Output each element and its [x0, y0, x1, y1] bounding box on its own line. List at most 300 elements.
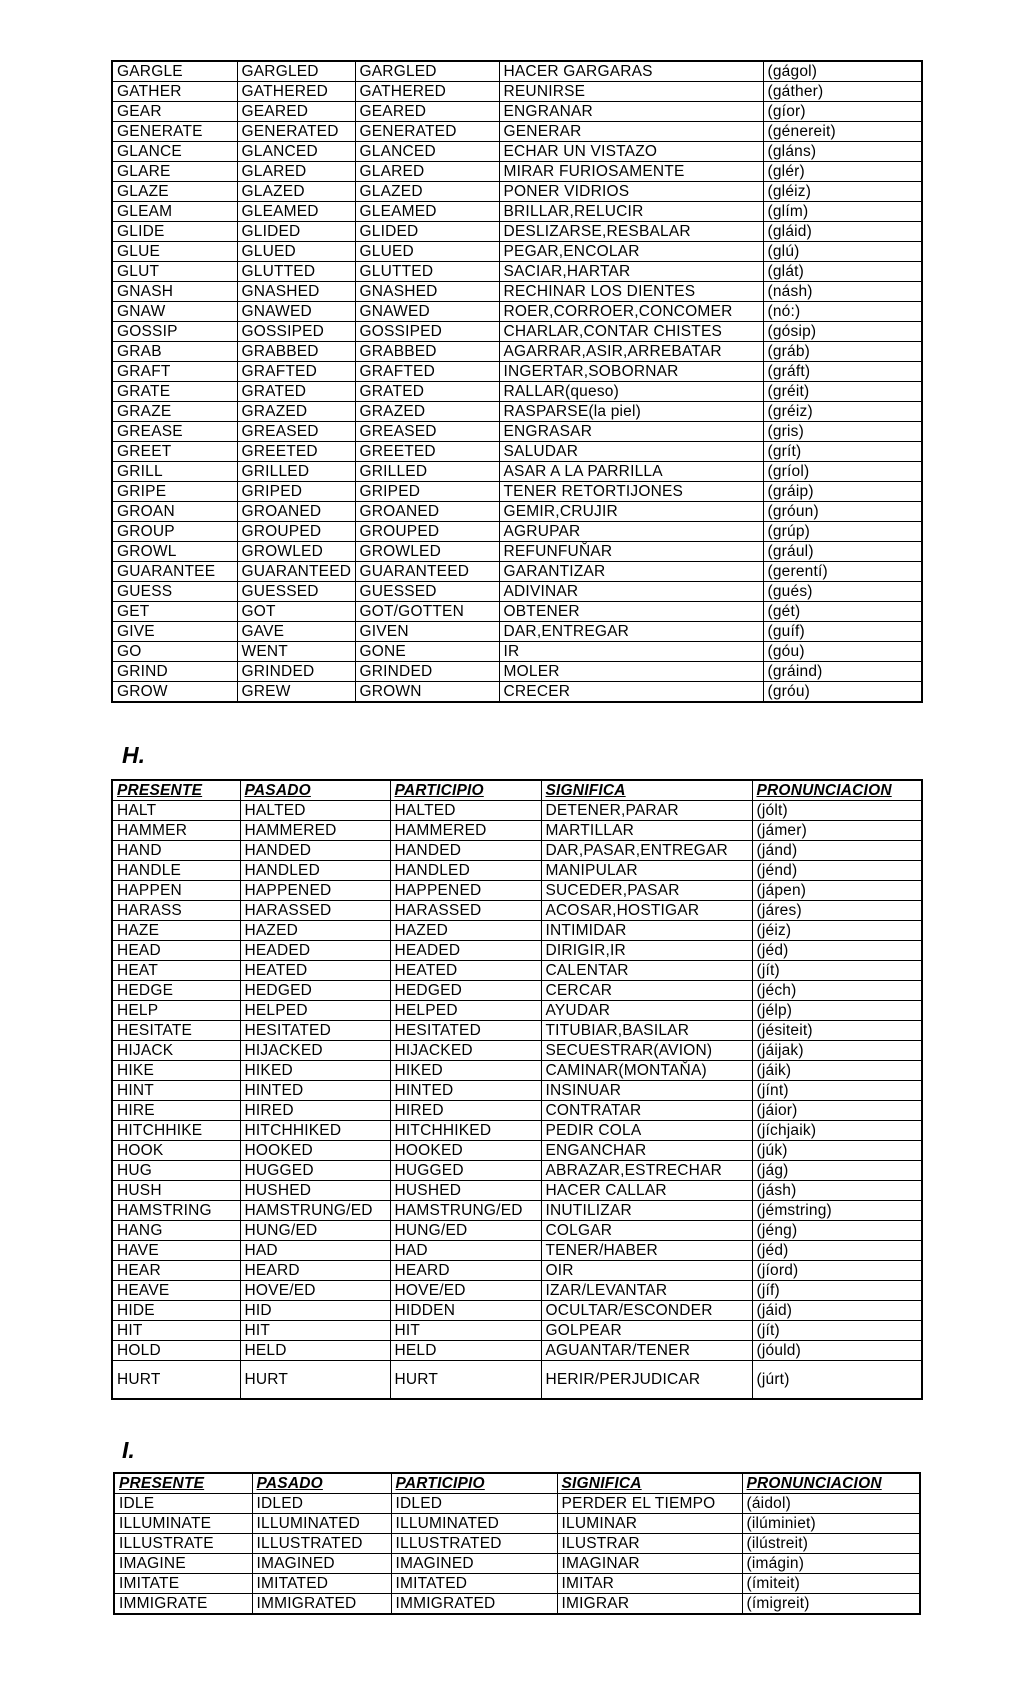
cell-pronunciacion: (gués)	[763, 582, 922, 602]
cell-pasado: GRIPED	[237, 482, 355, 502]
cell-pronunciacion: (gráip)	[763, 482, 922, 502]
cell-participio: HANDLED	[390, 861, 541, 881]
cell-pasado: ILLUSTRATED	[252, 1534, 391, 1554]
cell-pronunciacion: (gróun)	[763, 502, 922, 522]
cell-pronunciacion: (násh)	[763, 282, 922, 302]
cell-pasado: HOOKED	[240, 1141, 390, 1161]
table-row	[112, 502, 922, 522]
cell-participio: GONE	[355, 642, 499, 662]
cell-participio: GNAWED	[355, 302, 499, 322]
cell-presente: IDLE	[114, 1494, 252, 1514]
cell-presente: IMAGINE	[114, 1554, 252, 1574]
cell-presente: HIT	[112, 1321, 240, 1341]
cell-participio: GLEAMED	[355, 202, 499, 222]
cell-participio: GIVEN	[355, 622, 499, 642]
cell-participio: GROUPED	[355, 522, 499, 542]
cell-pronunciacion: (grít)	[763, 442, 922, 462]
cell-presente: HURT	[112, 1361, 240, 1400]
cell-participio: GATHERED	[355, 82, 499, 102]
cell-participio: GRIPED	[355, 482, 499, 502]
table-row	[112, 1241, 922, 1261]
table-row	[112, 82, 922, 102]
cell-pasado: HANDLED	[240, 861, 390, 881]
cell-participio: GLUTTED	[355, 262, 499, 282]
cell-participio: GENERATED	[355, 122, 499, 142]
cell-pasado: HAZED	[240, 921, 390, 941]
cell-significa: SALUDAR	[499, 442, 763, 462]
table-row	[114, 1554, 920, 1574]
cell-pronunciacion: (jít)	[752, 1321, 922, 1341]
cell-pasado: GAVE	[237, 622, 355, 642]
cell-pasado: GREASED	[237, 422, 355, 442]
cell-presente: GNAW	[112, 302, 237, 322]
cell-participio: GREASED	[355, 422, 499, 442]
cell-pronunciacion: (jásh)	[752, 1181, 922, 1201]
cell-participio: HEARD	[390, 1261, 541, 1281]
table-row	[114, 1534, 920, 1554]
cell-participio: HAZED	[390, 921, 541, 941]
cell-significa: AGUANTAR/TENER	[541, 1341, 752, 1361]
cell-significa: COLGAR	[541, 1221, 752, 1241]
cell-significa: MARTILLAR	[541, 821, 752, 841]
cell-pronunciacion: (jólt)	[752, 801, 922, 821]
cell-presente: GROW	[112, 682, 237, 703]
cell-pasado: WENT	[237, 642, 355, 662]
cell-participio: HURT	[390, 1361, 541, 1400]
cell-pronunciacion: (grúp)	[763, 522, 922, 542]
cell-participio: GLAZED	[355, 182, 499, 202]
cell-pronunciacion: (jéng)	[752, 1221, 922, 1241]
cell-pasado: HEADED	[240, 941, 390, 961]
table-row	[112, 1001, 922, 1021]
table-row	[112, 202, 922, 222]
cell-presente: GRIPE	[112, 482, 237, 502]
cell-pasado: GNASHED	[237, 282, 355, 302]
cell-significa: RALLAR(queso)	[499, 382, 763, 402]
cell-participio: HARASSED	[390, 901, 541, 921]
cell-participio: IDLED	[391, 1494, 557, 1514]
table-row	[112, 1041, 922, 1061]
cell-pasado: GLEAMED	[237, 202, 355, 222]
cell-participio: HIJACKED	[390, 1041, 541, 1061]
cell-pronunciacion: (ímigreit)	[742, 1594, 920, 1615]
cell-pronunciacion: (jésiteit)	[752, 1021, 922, 1041]
cell-pasado: HANDED	[240, 841, 390, 861]
cell-participio: HUSHED	[390, 1181, 541, 1201]
cell-significa: INTIMIDAR	[541, 921, 752, 941]
cell-presente: GREASE	[112, 422, 237, 442]
cell-pasado: HEARD	[240, 1261, 390, 1281]
cell-participio: HOVE/ED	[390, 1281, 541, 1301]
cell-participio: GREETED	[355, 442, 499, 462]
verb-table-g-body	[112, 61, 922, 702]
cell-pasado: HIT	[240, 1321, 390, 1341]
cell-significa: HERIR/PERJUDICAR	[541, 1361, 752, 1400]
cell-pasado: HUGGED	[240, 1161, 390, 1181]
cell-significa: HACER GARGARAS	[499, 61, 763, 82]
cell-presente: HALT	[112, 801, 240, 821]
cell-significa: GEMIR,CRUJIR	[499, 502, 763, 522]
cell-presente: GATHER	[112, 82, 237, 102]
cell-pasado: GOT	[237, 602, 355, 622]
cell-pronunciacion: (gíor)	[763, 102, 922, 122]
cell-participio: HEADED	[390, 941, 541, 961]
cell-presente: HIKE	[112, 1061, 240, 1081]
cell-significa: TENER RETORTIJONES	[499, 482, 763, 502]
cell-pronunciacion: (jémstring)	[752, 1201, 922, 1221]
cell-participio: HELD	[390, 1341, 541, 1361]
cell-presente: GROWL	[112, 542, 237, 562]
cell-participio: GARGLED	[355, 61, 499, 82]
cell-pronunciacion: (jág)	[752, 1161, 922, 1181]
cell-presente: GUESS	[112, 582, 237, 602]
cell-pronunciacion: (glú)	[763, 242, 922, 262]
cell-pasado: GROUPED	[237, 522, 355, 542]
table-row	[112, 821, 922, 841]
cell-participio: GLANCED	[355, 142, 499, 162]
cell-participio: HIKED	[390, 1061, 541, 1081]
cell-pasado: GROANED	[237, 502, 355, 522]
table-row	[112, 122, 922, 142]
cell-significa: OCULTAR/ESCONDER	[541, 1301, 752, 1321]
cell-pasado: GLIDED	[237, 222, 355, 242]
cell-participio: ILLUMINATED	[391, 1514, 557, 1534]
cell-presente: HAZE	[112, 921, 240, 941]
cell-presente: HESITATE	[112, 1021, 240, 1041]
table-row	[112, 622, 922, 642]
cell-presente: GREET	[112, 442, 237, 462]
cell-pasado: GATHERED	[237, 82, 355, 102]
column-header-pronunciacion: PRONUNCIACION	[752, 780, 922, 801]
table-row	[112, 1181, 922, 1201]
cell-participio: IMITATED	[391, 1574, 557, 1594]
column-header-pronunciacion: PRONUNCIACION	[742, 1473, 920, 1494]
cell-pronunciacion: (jápen)	[752, 881, 922, 901]
cell-significa: ENGANCHAR	[541, 1141, 752, 1161]
cell-presente: GLEAM	[112, 202, 237, 222]
table-row	[114, 1594, 920, 1615]
table-row	[112, 562, 922, 582]
cell-pasado: HID	[240, 1301, 390, 1321]
cell-pronunciacion: (gráind)	[763, 662, 922, 682]
table-row	[112, 222, 922, 242]
cell-pronunciacion: (jéiz)	[752, 921, 922, 941]
column-header-presente: PRESENTE	[112, 780, 240, 801]
cell-significa: ILUMINAR	[557, 1514, 742, 1534]
cell-presente: GRAB	[112, 342, 237, 362]
cell-presente: HINT	[112, 1081, 240, 1101]
cell-significa: CERCAR	[541, 981, 752, 1001]
cell-participio: GRAFTED	[355, 362, 499, 382]
cell-significa: INUTILIZAR	[541, 1201, 752, 1221]
table-row	[112, 142, 922, 162]
cell-participio: HOOKED	[390, 1141, 541, 1161]
cell-significa: RECHINAR LOS DIENTES	[499, 282, 763, 302]
cell-pronunciacion: (imágin)	[742, 1554, 920, 1574]
cell-pasado: HEDGED	[240, 981, 390, 1001]
cell-pasado: HAMMERED	[240, 821, 390, 841]
cell-significa: GOLPEAR	[541, 1321, 752, 1341]
cell-presente: GLUE	[112, 242, 237, 262]
cell-pronunciacion: (jéd)	[752, 941, 922, 961]
cell-presente: HEDGE	[112, 981, 240, 1001]
cell-pronunciacion: (génereit)	[763, 122, 922, 142]
cell-pasado: GREW	[237, 682, 355, 703]
table-row	[112, 642, 922, 662]
table-row	[112, 1261, 922, 1281]
table-row	[112, 302, 922, 322]
cell-significa: IMAGINAR	[557, 1554, 742, 1574]
cell-pronunciacion: (jánd)	[752, 841, 922, 861]
table-row	[112, 1201, 922, 1221]
cell-significa: DAR,PASAR,ENTREGAR	[541, 841, 752, 861]
cell-participio: HAMSTRUNG/ED	[390, 1201, 541, 1221]
cell-pasado: HUNG/ED	[240, 1221, 390, 1241]
cell-pasado: HELD	[240, 1341, 390, 1361]
cell-pronunciacion: (grául)	[763, 542, 922, 562]
cell-significa: IR	[499, 642, 763, 662]
table-row	[112, 921, 922, 941]
cell-significa: IMIGRAR	[557, 1594, 742, 1615]
table-row	[112, 61, 922, 82]
table-row	[112, 322, 922, 342]
cell-pasado: GARGLED	[237, 61, 355, 82]
cell-significa: BRILLAR,RELUCIR	[499, 202, 763, 222]
cell-participio: HESITATED	[390, 1021, 541, 1041]
cell-pasado: GNAWED	[237, 302, 355, 322]
cell-significa: DESLIZARSE,RESBALAR	[499, 222, 763, 242]
cell-participio: GROANED	[355, 502, 499, 522]
cell-pronunciacion: (ímiteit)	[742, 1574, 920, 1594]
cell-significa: CALENTAR	[541, 961, 752, 981]
cell-presente: HUG	[112, 1161, 240, 1181]
verb-table-h-body	[112, 801, 922, 1400]
cell-pasado: GUESSED	[237, 582, 355, 602]
cell-significa: SACIAR,HARTAR	[499, 262, 763, 282]
cell-pronunciacion: (jóuld)	[752, 1341, 922, 1361]
cell-presente: GLANCE	[112, 142, 237, 162]
cell-participio: HANDED	[390, 841, 541, 861]
cell-presente: HANDLE	[112, 861, 240, 881]
cell-pasado: GLARED	[237, 162, 355, 182]
cell-significa: AYUDAR	[541, 1001, 752, 1021]
section-heading-i: I.	[122, 1437, 135, 1463]
column-header-pasado: PASADO	[240, 780, 390, 801]
cell-significa: TITUBIAR,BASILAR	[541, 1021, 752, 1041]
cell-presente: GRAZE	[112, 402, 237, 422]
cell-pronunciacion: (jíord)	[752, 1261, 922, 1281]
cell-significa: PEDIR COLA	[541, 1121, 752, 1141]
cell-presente: ILLUSTRATE	[114, 1534, 252, 1554]
cell-presente: HEAT	[112, 961, 240, 981]
cell-significa: DAR,ENTREGAR	[499, 622, 763, 642]
cell-participio: HUGGED	[390, 1161, 541, 1181]
cell-pasado: HOVE/ED	[240, 1281, 390, 1301]
table-row	[112, 542, 922, 562]
cell-pronunciacion: (jélp)	[752, 1001, 922, 1021]
table-row	[112, 841, 922, 861]
cell-pasado: HELPED	[240, 1001, 390, 1021]
cell-significa: DETENER,PARAR	[541, 801, 752, 821]
cell-presente: HOOK	[112, 1141, 240, 1161]
cell-significa: ADIVINAR	[499, 582, 763, 602]
cell-significa: REFUNFUŇAR	[499, 542, 763, 562]
cell-presente: GLIDE	[112, 222, 237, 242]
cell-presente: GROUP	[112, 522, 237, 542]
table-row	[112, 1161, 922, 1181]
cell-pasado: GLUTTED	[237, 262, 355, 282]
cell-pronunciacion: (jéch)	[752, 981, 922, 1001]
column-header-significa: SIGNIFICA	[541, 780, 752, 801]
table-row	[112, 901, 922, 921]
cell-significa: OIR	[541, 1261, 752, 1281]
cell-pasado: GENERATED	[237, 122, 355, 142]
cell-participio: HINTED	[390, 1081, 541, 1101]
table-row	[112, 482, 922, 502]
table-row	[112, 1141, 922, 1161]
cell-pasado: HARASSED	[240, 901, 390, 921]
table-row	[112, 602, 922, 622]
cell-significa: INSINUAR	[541, 1081, 752, 1101]
cell-pasado: GLUED	[237, 242, 355, 262]
table-row	[112, 1361, 922, 1400]
cell-presente: GNASH	[112, 282, 237, 302]
cell-pasado: HITCHHIKED	[240, 1121, 390, 1141]
cell-pronunciacion: (jáior)	[752, 1101, 922, 1121]
cell-participio: HALTED	[390, 801, 541, 821]
verb-table-i	[113, 1472, 921, 1615]
cell-participio: HUNG/ED	[390, 1221, 541, 1241]
cell-pronunciacion: (nó:)	[763, 302, 922, 322]
cell-participio: GUESSED	[355, 582, 499, 602]
cell-presente: HUSH	[112, 1181, 240, 1201]
table-row	[112, 881, 922, 901]
cell-presente: HAND	[112, 841, 240, 861]
cell-pronunciacion: (glát)	[763, 262, 922, 282]
cell-significa: ENGRASAR	[499, 422, 763, 442]
cell-participio: HIDDEN	[390, 1301, 541, 1321]
table-row	[112, 522, 922, 542]
cell-pasado: GRABBED	[237, 342, 355, 362]
cell-presente: HIRE	[112, 1101, 240, 1121]
cell-pasado: HIJACKED	[240, 1041, 390, 1061]
cell-pasado: IMAGINED	[252, 1554, 391, 1574]
cell-significa: ASAR A LA PARRILLA	[499, 462, 763, 482]
cell-presente: HIJACK	[112, 1041, 240, 1061]
cell-pronunciacion: (gréit)	[763, 382, 922, 402]
cell-pronunciacion: (áidol)	[742, 1494, 920, 1514]
cell-presente: IMMIGRATE	[114, 1594, 252, 1615]
cell-significa: CONTRATAR	[541, 1101, 752, 1121]
column-header-participio: PARTICIPIO	[390, 780, 541, 801]
cell-pronunciacion: (glím)	[763, 202, 922, 222]
table-row	[112, 1341, 922, 1361]
cell-pronunciacion: (jíchjaik)	[752, 1121, 922, 1141]
table-row	[112, 1061, 922, 1081]
cell-presente: GET	[112, 602, 237, 622]
cell-significa: ACOSAR,HOSTIGAR	[541, 901, 752, 921]
cell-significa: ILUSTRAR	[557, 1534, 742, 1554]
cell-significa: TENER/HABER	[541, 1241, 752, 1261]
cell-participio: GROWN	[355, 682, 499, 703]
cell-pronunciacion: (jít)	[752, 961, 922, 981]
cell-pronunciacion: (gráft)	[763, 362, 922, 382]
cell-presente: GRIND	[112, 662, 237, 682]
table-row	[112, 662, 922, 682]
cell-pasado: HUSHED	[240, 1181, 390, 1201]
cell-presente: IMITATE	[114, 1574, 252, 1594]
cell-pasado: GRAFTED	[237, 362, 355, 382]
cell-pasado: GREETED	[237, 442, 355, 462]
cell-presente: HEAVE	[112, 1281, 240, 1301]
cell-pronunciacion: (gríol)	[763, 462, 922, 482]
cell-participio: ILLUSTRATED	[391, 1534, 557, 1554]
column-header-significa: SIGNIFICA	[557, 1473, 742, 1494]
cell-pronunciacion: (góu)	[763, 642, 922, 662]
cell-significa: GENERAR	[499, 122, 763, 142]
cell-pasado: GRINDED	[237, 662, 355, 682]
table-row	[112, 1021, 922, 1041]
cell-participio: HITCHHIKED	[390, 1121, 541, 1141]
cell-significa: OBTENER	[499, 602, 763, 622]
cell-significa: RASPARSE(la piel)	[499, 402, 763, 422]
cell-significa: HACER CALLAR	[541, 1181, 752, 1201]
table-row	[112, 402, 922, 422]
cell-pronunciacion: (jínt)	[752, 1081, 922, 1101]
cell-presente: GRATE	[112, 382, 237, 402]
table-row	[112, 1321, 922, 1341]
cell-significa: AGARRAR,ASIR,ARREBATAR	[499, 342, 763, 362]
cell-participio: IMAGINED	[391, 1554, 557, 1574]
cell-pronunciacion: (gáther)	[763, 82, 922, 102]
cell-presente: GIVE	[112, 622, 237, 642]
cell-participio: IMMIGRATED	[391, 1594, 557, 1615]
cell-participio: HIRED	[390, 1101, 541, 1121]
cell-participio: GOSSIPED	[355, 322, 499, 342]
cell-presente: HOLD	[112, 1341, 240, 1361]
cell-presente: HARASS	[112, 901, 240, 921]
cell-pronunciacion: (járes)	[752, 901, 922, 921]
cell-pronunciacion: (gláid)	[763, 222, 922, 242]
table-row	[112, 1081, 922, 1101]
cell-significa: ROER,CORROER,CONCOMER	[499, 302, 763, 322]
table-row	[112, 801, 922, 821]
table-row	[114, 1574, 920, 1594]
cell-pronunciacion: (ilústreit)	[742, 1534, 920, 1554]
cell-pasado: HESITATED	[240, 1021, 390, 1041]
cell-pasado: HAD	[240, 1241, 390, 1261]
cell-pasado: GEARED	[237, 102, 355, 122]
cell-pasado: ILLUMINATED	[252, 1514, 391, 1534]
verb-table-g	[111, 60, 923, 703]
cell-pasado: GLANCED	[237, 142, 355, 162]
cell-significa: INGERTAR,SOBORNAR	[499, 362, 763, 382]
cell-participio: HEATED	[390, 961, 541, 981]
header-row	[114, 1473, 920, 1494]
cell-participio: HELPED	[390, 1001, 541, 1021]
table-row	[112, 941, 922, 961]
cell-presente: HAMMER	[112, 821, 240, 841]
table-row	[112, 1121, 922, 1141]
cell-participio: GRABBED	[355, 342, 499, 362]
column-header-presente: PRESENTE	[114, 1473, 252, 1494]
table-row	[112, 102, 922, 122]
cell-pronunciacion: (júrt)	[752, 1361, 922, 1400]
cell-significa: SUCEDER,PASAR	[541, 881, 752, 901]
verb-table-h	[111, 779, 923, 1400]
cell-presente: GUARANTEE	[112, 562, 237, 582]
cell-participio: GUARANTEED	[355, 562, 499, 582]
